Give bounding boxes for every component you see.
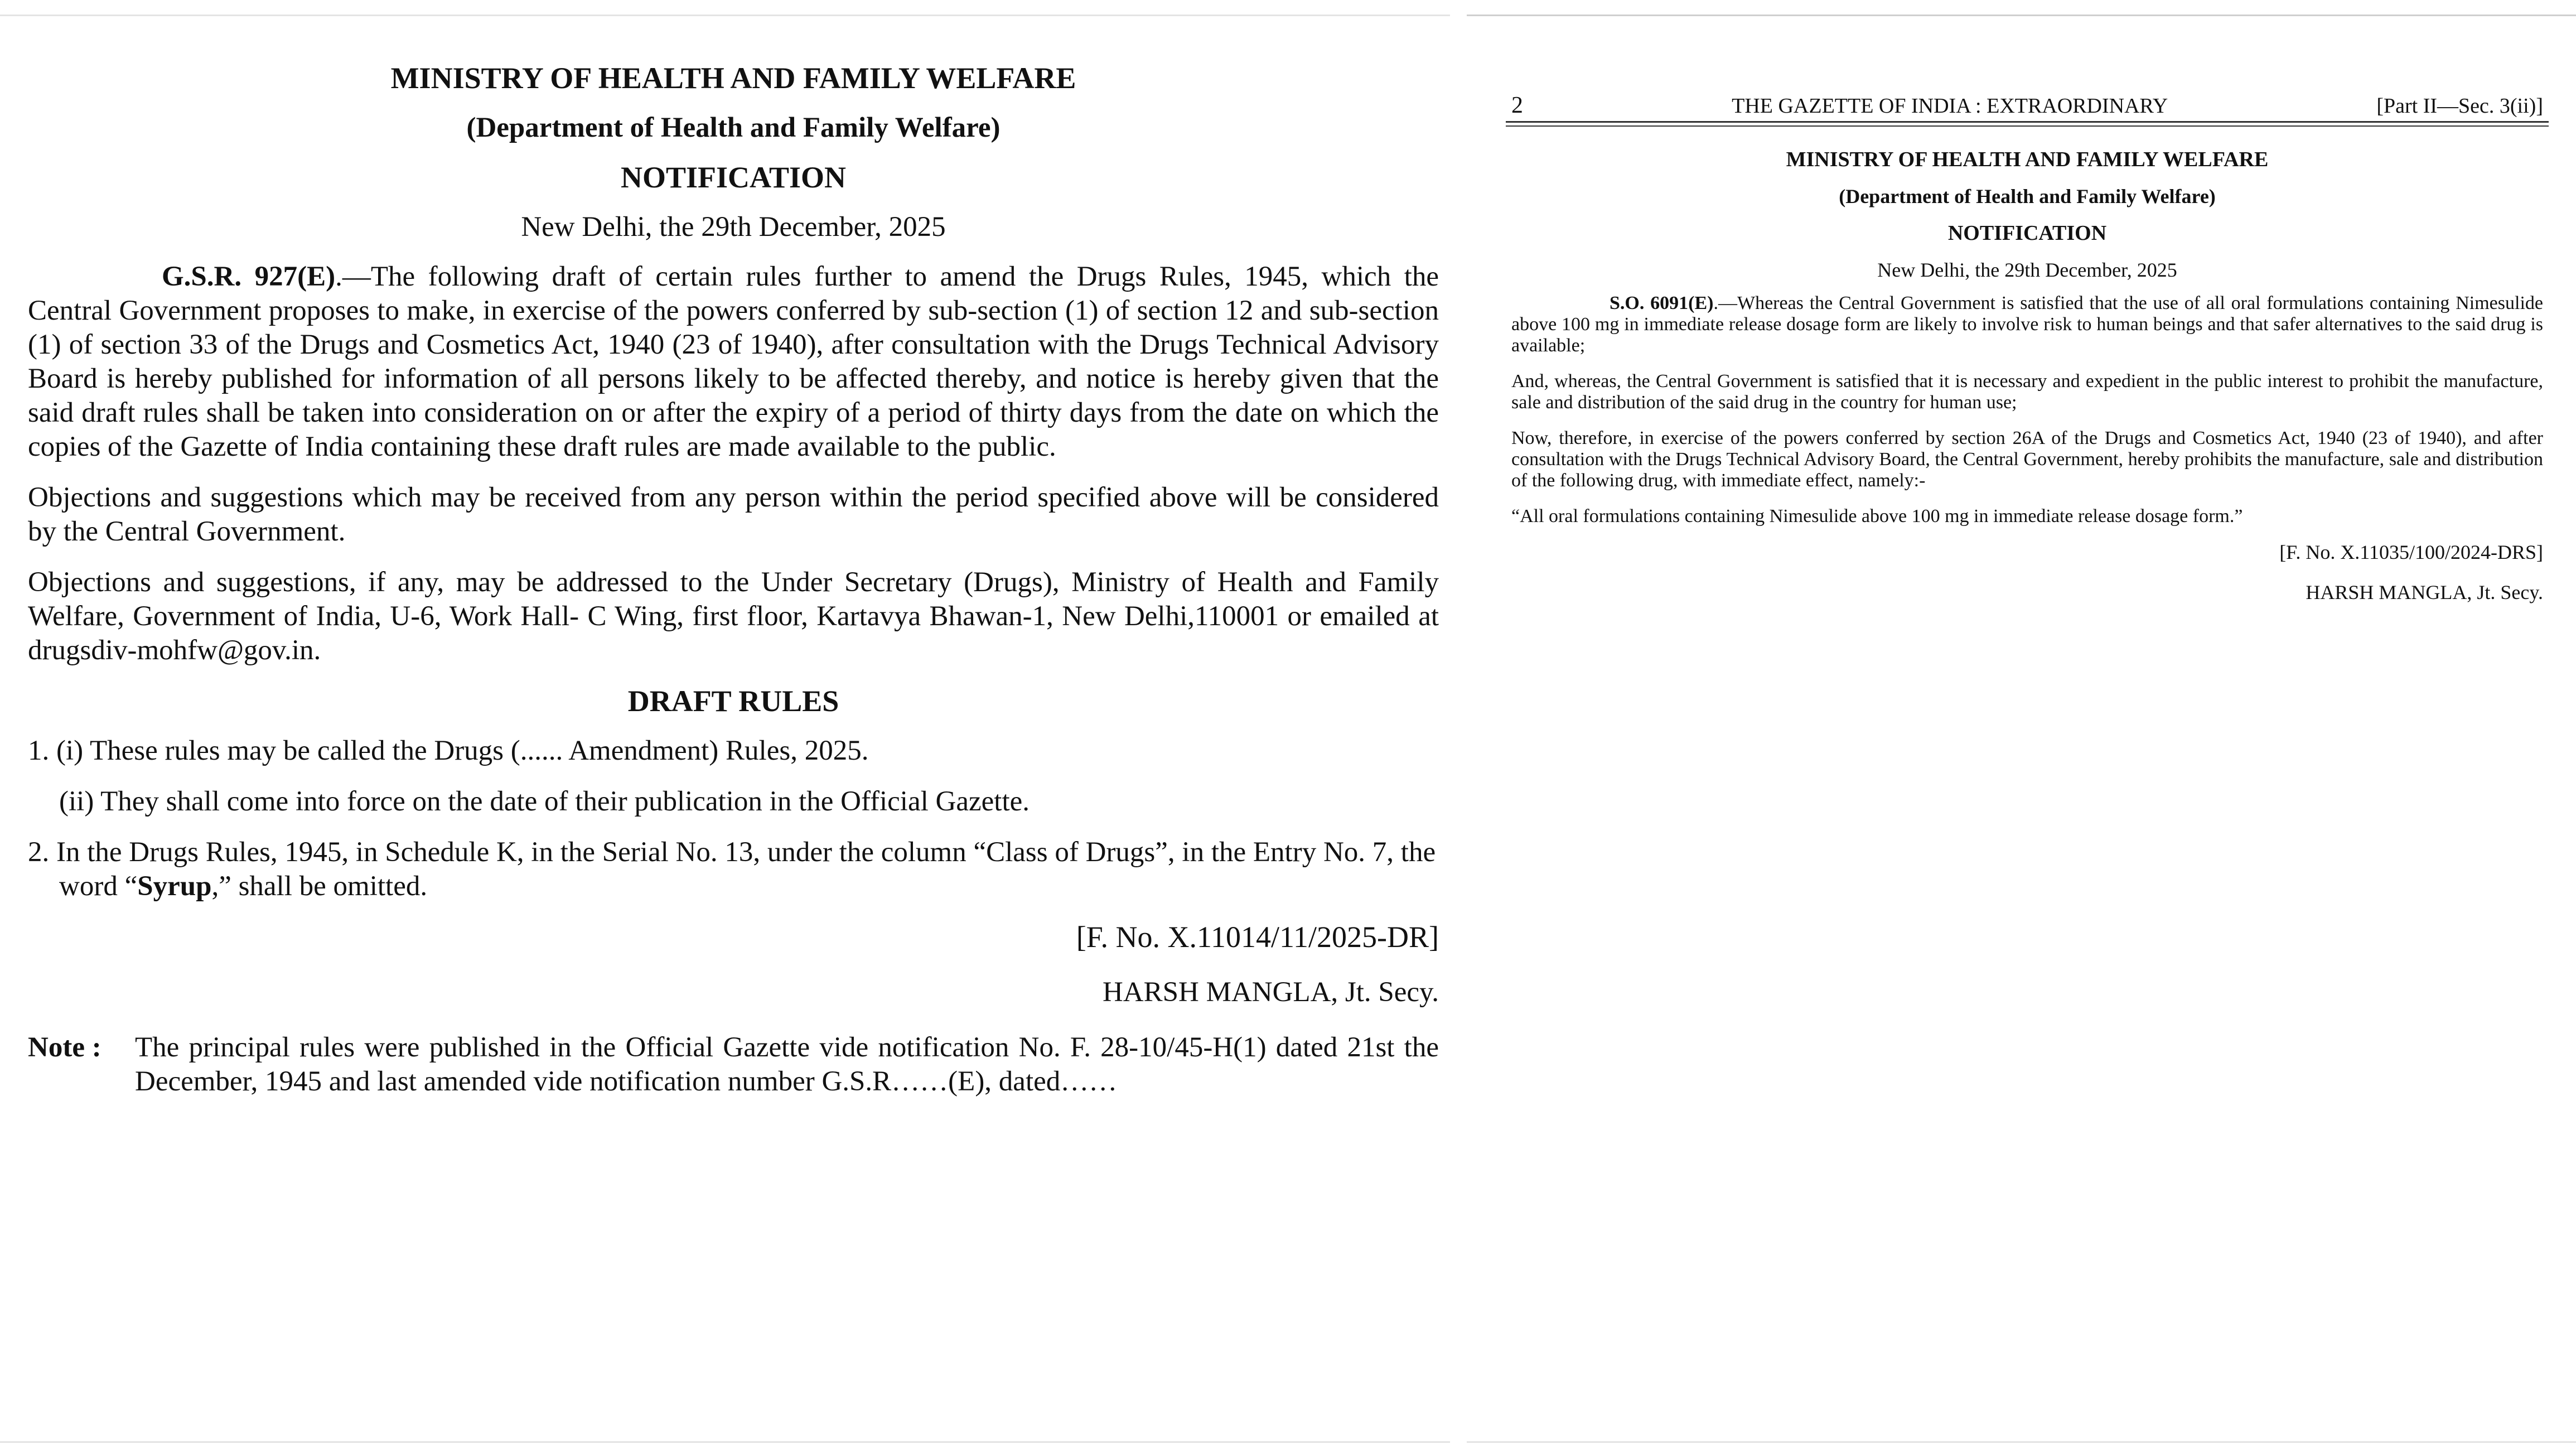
gazette-prohibited-drug: “All oral formulations containing Nimesulide above 100 mg in immediate release dosage form.”: [1511, 506, 2243, 527]
header-rule-double: [1506, 125, 2549, 127]
objections-paragraph: Objections and suggestions which may be received from any person within the period specified above will be considered by the Central Government.: [28, 482, 1439, 547]
rule-1-i: 1. (i) These rules may be called the Drugs (...... Amendment) Rules, 2025.: [28, 735, 869, 766]
right-page-top-edge: [1467, 15, 2576, 16]
gazette-signatory: HARSH MANGLA, Jt. Secy.: [2306, 581, 2543, 603]
notification-date: New Delhi, the 29th December, 2025: [521, 211, 946, 243]
gsr-reference: G.S.R. 927(E): [162, 261, 336, 292]
note-label: Note :: [28, 1032, 102, 1063]
rule-2-text-end: ,” shall be omitted.: [211, 871, 428, 902]
gazette-ministry-heading: MINISTRY OF HEALTH AND FAMILY WELFARE: [1786, 148, 2269, 171]
preamble-text: .—The following draft of certain rules further to amend the Drugs Rules, 1945, which the Central Government proposes to make, in exercise of the powers conferred by sub-section (1) of section 12 and sub-section (1) of section 33 of the Drugs and Cosmetics Act, 1940 (23 of 1940), after consultation with the Drugs Technical Advisory Board is hereby published for information of all persons likely to be affected thereby, and notice is hereby given that the said draft rules shall be taken into consideration on or after the expiry of a period of thirty days from the date on which the copies of the Gazette of India containing these draft rules are made available to the public.: [28, 261, 1439, 462]
note: [28, 1031, 1439, 1099]
gazette-whereas-text: .—Whereas the Central Government is satisfied that the use of all oral formulations containing Nimesulide above 100 mg in immediate release dosage form are likely to involve risk to human beings and that safer alternatives to the said drug is available;: [1511, 293, 2543, 356]
right-page-bottom-edge: [1467, 1441, 2576, 1443]
ministry-heading: MINISTRY OF HEALTH AND FAMILY WELFARE: [390, 61, 1076, 95]
so-reference: S.O. 6091(E): [1610, 293, 1714, 313]
address-paragraph: Objections and suggestions, if any, may be addressed to the Under Secretary (Drugs), Ministry of Health and Family Welfare, Government of India, U-6, Work Hall- C Wing, first floor, Kartavya Bhawan-1, New Delhi,110001 or emailed at drugsdiv-mohfw@gov.in.: [28, 567, 1439, 666]
rule-2-syrup: Syrup: [137, 871, 212, 902]
rule-2-text: 2. In the Drugs Rules, 1945, in Schedule K, in the Serial No. 13, under the column “Class of Drugs”, in the Entry No. 7, the word “: [28, 837, 1436, 902]
gazette-title: THE GAZETTE OF INDIA : EXTRAORDINARY: [1732, 94, 2168, 118]
draft-rules-heading: DRAFT RULES: [627, 684, 839, 718]
gazette-part: [Part II—Sec. 3(ii)]: [2376, 94, 2543, 118]
gazette-date: New Delhi, the 29th December, 2025: [1877, 259, 2177, 281]
gazette-and-whereas-paragraph: And, whereas, the Central Government is satisfied that it is necessary and expedient in the public interest to prohibit the manufacture, sale and distribution of the said drug in the country for human use;: [1511, 371, 2543, 413]
notification-heading: NOTIFICATION: [620, 161, 847, 194]
gazette-page-number: 2: [1511, 93, 1523, 118]
gazette-notification-heading: NOTIFICATION: [1947, 221, 2107, 245]
gazette-whereas-paragraph: [1506, 293, 2549, 356]
gazette-file-number: [F. No. X.11035/100/2024-DRS]: [2279, 541, 2543, 563]
draft-rules-notification: [28, 61, 1439, 1099]
gazette-department-heading: (Department of Health and Family Welfare): [1839, 185, 2216, 207]
department-heading: (Department of Health and Family Welfare): [466, 112, 1001, 143]
left-page-top-edge: [0, 15, 1450, 16]
gazette-header: [1506, 95, 2549, 121]
note-text: The principal rules were published in the Official Gazette vide notification No. F. 28-10/45-H(1) dated 21st the December, 1945 and last amended vide notification number G.S.R……(E), dated……: [135, 1032, 1439, 1097]
left-page-bottom-edge: [0, 1441, 1450, 1443]
preamble-paragraph: [28, 260, 1439, 464]
gazette-now-therefore-paragraph: Now, therefore, in exercise of the powers conferred by section 26A of the Drugs and Cosmetics Act, 1940 (23 of 1940), and after consultation with the Drugs Technical Advisory Board, the Central Government, hereby prohibits the manufacture, sale and distribution of the following drug, with immediate effect, namely:-: [1511, 428, 2543, 491]
header-rule: [1506, 121, 2549, 123]
gazette-page: [1506, 95, 2549, 622]
signatory: HARSH MANGLA, Jt. Secy.: [1102, 977, 1439, 1008]
rule-1-ii: (ii) They shall come into force on the date of their publication in the Official Gazette.: [59, 786, 1030, 817]
rule-2: [28, 835, 1439, 904]
file-number: [F. No. X.11014/11/2025-DR]: [1076, 920, 1439, 954]
